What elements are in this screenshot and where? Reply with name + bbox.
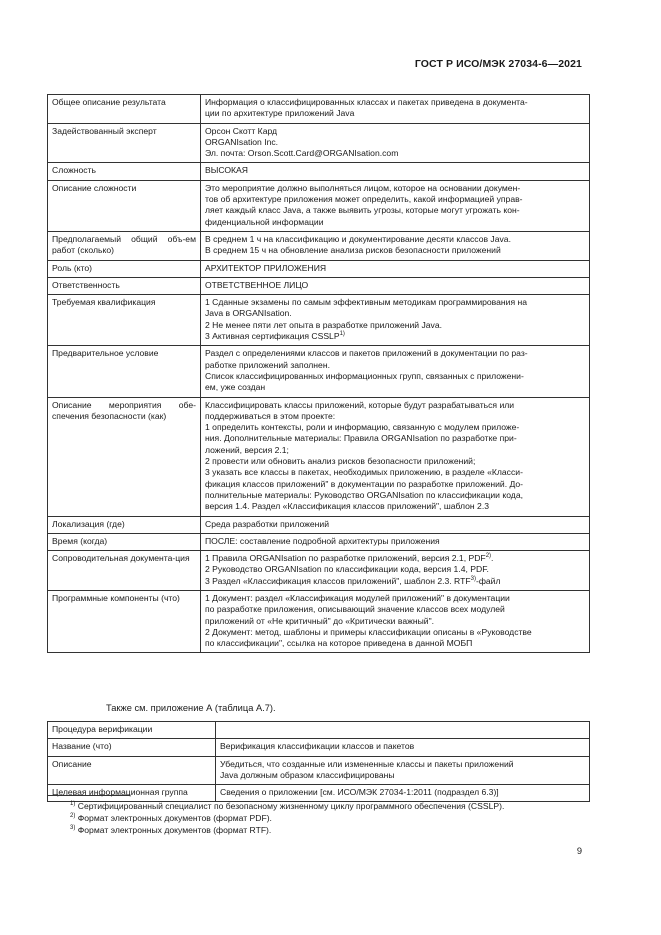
activity-field-row: [48, 397, 590, 516]
activity-field-value: Классифицировать классы приложений, которые будут разрабатываться или поддерживаться в этом проекте: 1 определить контексты, роли и информацию, связанную с модулем приложе- ния. Дополнительные материалы: Правила ORGANIsation по разработке при- ложений, версия 2.1; 2 провести или обновить анализ рисков безопасности приложений; 3 указать все классы в пакетах, необходимых приложению, в разделе «Класси- фикация классов приложений" в документации по разработке приложений. До- полнительные материалы: Руководство ORGANIsation по классификации кода, версия 1.4. Раздел «Классификация классов приложений", шаблон 2.3: [201, 397, 590, 516]
activity-field-label: Локализация (где): [48, 516, 201, 533]
activity-field-value: Среда разработки приложений: [201, 516, 590, 533]
activity-field-value: Орсон Скотт Кард ORGANIsation Inc. Эл. почта: Orson.Scott.Card@ORGANIsation.com: [201, 123, 590, 163]
activity-field-value: 1 Документ: раздел «Классификация модулей приложений" в документации по разработке приложения, описывающий значение классов всех модулей приложений от «Не критичный" до «Критически важный". 2 Документ: метод, шаблоны и примеры классификации описаны в «Руководстве по классификации", ссылка на которое приведена в данной МОБП: [201, 590, 590, 652]
activity-field-label: Требуемая квалификация: [48, 295, 201, 346]
activity-field-row: [48, 590, 590, 652]
activity-field-row: [48, 180, 590, 231]
activity-field-label: Общее описание результата: [48, 95, 201, 124]
appendix-reference: Также см. приложение А (таблица А.7).: [106, 703, 276, 713]
activity-field-value: ОТВЕТСТВЕННОЕ ЛИЦО: [201, 277, 590, 294]
verification-field-value: Сведения о приложении [см. ИСО/МЭК 27034-1:2011 (подраздел 6.3)]: [216, 785, 590, 802]
document-code-header: ГОСТ Р ИСО/МЭК 27034-6—2021: [414, 58, 582, 70]
activity-field-value: АРХИТЕКТОР ПРИЛОЖЕНИЯ: [201, 260, 590, 277]
activity-field-row: [48, 346, 590, 397]
verification-field-value: Убедиться, что созданные или измененные классы и пакеты приложений Java должным образом классифицированы: [216, 756, 590, 785]
footnote-1: $^{1)}$ Сертифицированный специалист по безопасному жизненному циклу программного обеспечения (CSSLP).: [70, 801, 505, 811]
activity-field-label: Задействованный эксперт: [48, 123, 201, 163]
activity-field-value: Это мероприятие должно выполняться лицом, которое на основании докумен- тов об архитектуре приложения может определить, какой информацией управ- ляет каждый класс Java, а также выявить угрозы, которые могут угрожать кон- фиденциальной информации: [201, 180, 590, 231]
activity-field-label: Программные компоненты (что): [48, 590, 201, 652]
activity-field-value: 1 Правила ORGANIsation по разработке приложений, версия 2.1, PDF$^{2)}$. 2 Руководство ORGANIsation по классификации кода, версия 1.4, PDF. 3 Раздел «Классификация классов приложений", шаблон 2.3. RTF$^{3)}$-файл: [201, 551, 590, 591]
activity-field-value: 1 Сданные экзамены по самым эффективным методикам программирования на Java в ORGANIsation. 2 Не менее пяти лет опыта в разработке приложений Java. 3 Активная сертификация CSSLP$^{1)}$: [201, 295, 590, 346]
activity-field-value: В среднем 1 ч на классификацию и документирование десяти классов Java. В среднем 15 ч на обновление анализа рисков безопасности приложений: [201, 231, 590, 260]
verification-field-row: [48, 785, 590, 802]
activity-field-row: [48, 95, 590, 124]
verification-field-label: Целевая информационная группа: [48, 785, 216, 802]
verification-field-label: Название (что): [48, 739, 216, 756]
activity-field-row: [48, 516, 590, 533]
verification-title: Процедура верификации: [48, 722, 216, 739]
activity-field-row: [48, 231, 590, 260]
verification-title-row: [48, 722, 590, 739]
footnote-2: $^{2)}$ Формат электронных документов (формат PDF).: [70, 813, 272, 823]
verification-field-value: Верификация классификации классов и пакетов: [216, 739, 590, 756]
activity-field-value: ВЫСОКАЯ: [201, 163, 590, 180]
activity-field-label: Роль (кто): [48, 260, 201, 277]
activity-field-label: Сложность: [48, 163, 201, 180]
activity-field-value: Раздел с определениями классов и пакетов приложений в документации по раз- работке приложений заполнен. Список классифицированных информационных групп, связанных с приложени- ем, уже создан: [201, 346, 590, 397]
activity-field-row: [48, 260, 590, 277]
activity-field-label: Описание мероприятия обе-спечения безопасности (как): [48, 397, 201, 516]
activity-field-label: Предполагаемый общий объ-ем работ (сколько): [48, 231, 201, 260]
activity-field-row: [48, 551, 590, 591]
activity-field-label: Сопроводительная документа-ция: [48, 551, 201, 591]
verification-field-row: [48, 739, 590, 756]
activity-field-label: Предварительное условие: [48, 346, 201, 397]
page-number: 9: [576, 846, 582, 856]
verification-field-label: Описание: [48, 756, 216, 785]
footnote-divider: [47, 795, 130, 796]
activity-field-row: [48, 295, 590, 346]
footnote-3: $^{3)}$ Формат электронных документов (формат RTF).: [70, 825, 272, 835]
activity-field-row: [48, 277, 590, 294]
activity-field-row: [48, 163, 590, 180]
activity-field-row: [48, 123, 590, 163]
activity-field-label: Описание сложности: [48, 180, 201, 231]
verification-table: [47, 721, 590, 802]
activity-field-label: Ответственность: [48, 277, 201, 294]
activity-field-value: Информация о классифицированных классах и пакетах приведена в документа- ции по архитектуре приложений Java: [201, 95, 590, 124]
activity-field-row: [48, 533, 590, 550]
activity-field-value: ПОСЛЕ: составление подробной архитектуры приложения: [201, 533, 590, 550]
verification-field-row: [48, 756, 590, 785]
activity-field-label: Время (когда): [48, 533, 201, 550]
activity-table: [47, 94, 590, 653]
